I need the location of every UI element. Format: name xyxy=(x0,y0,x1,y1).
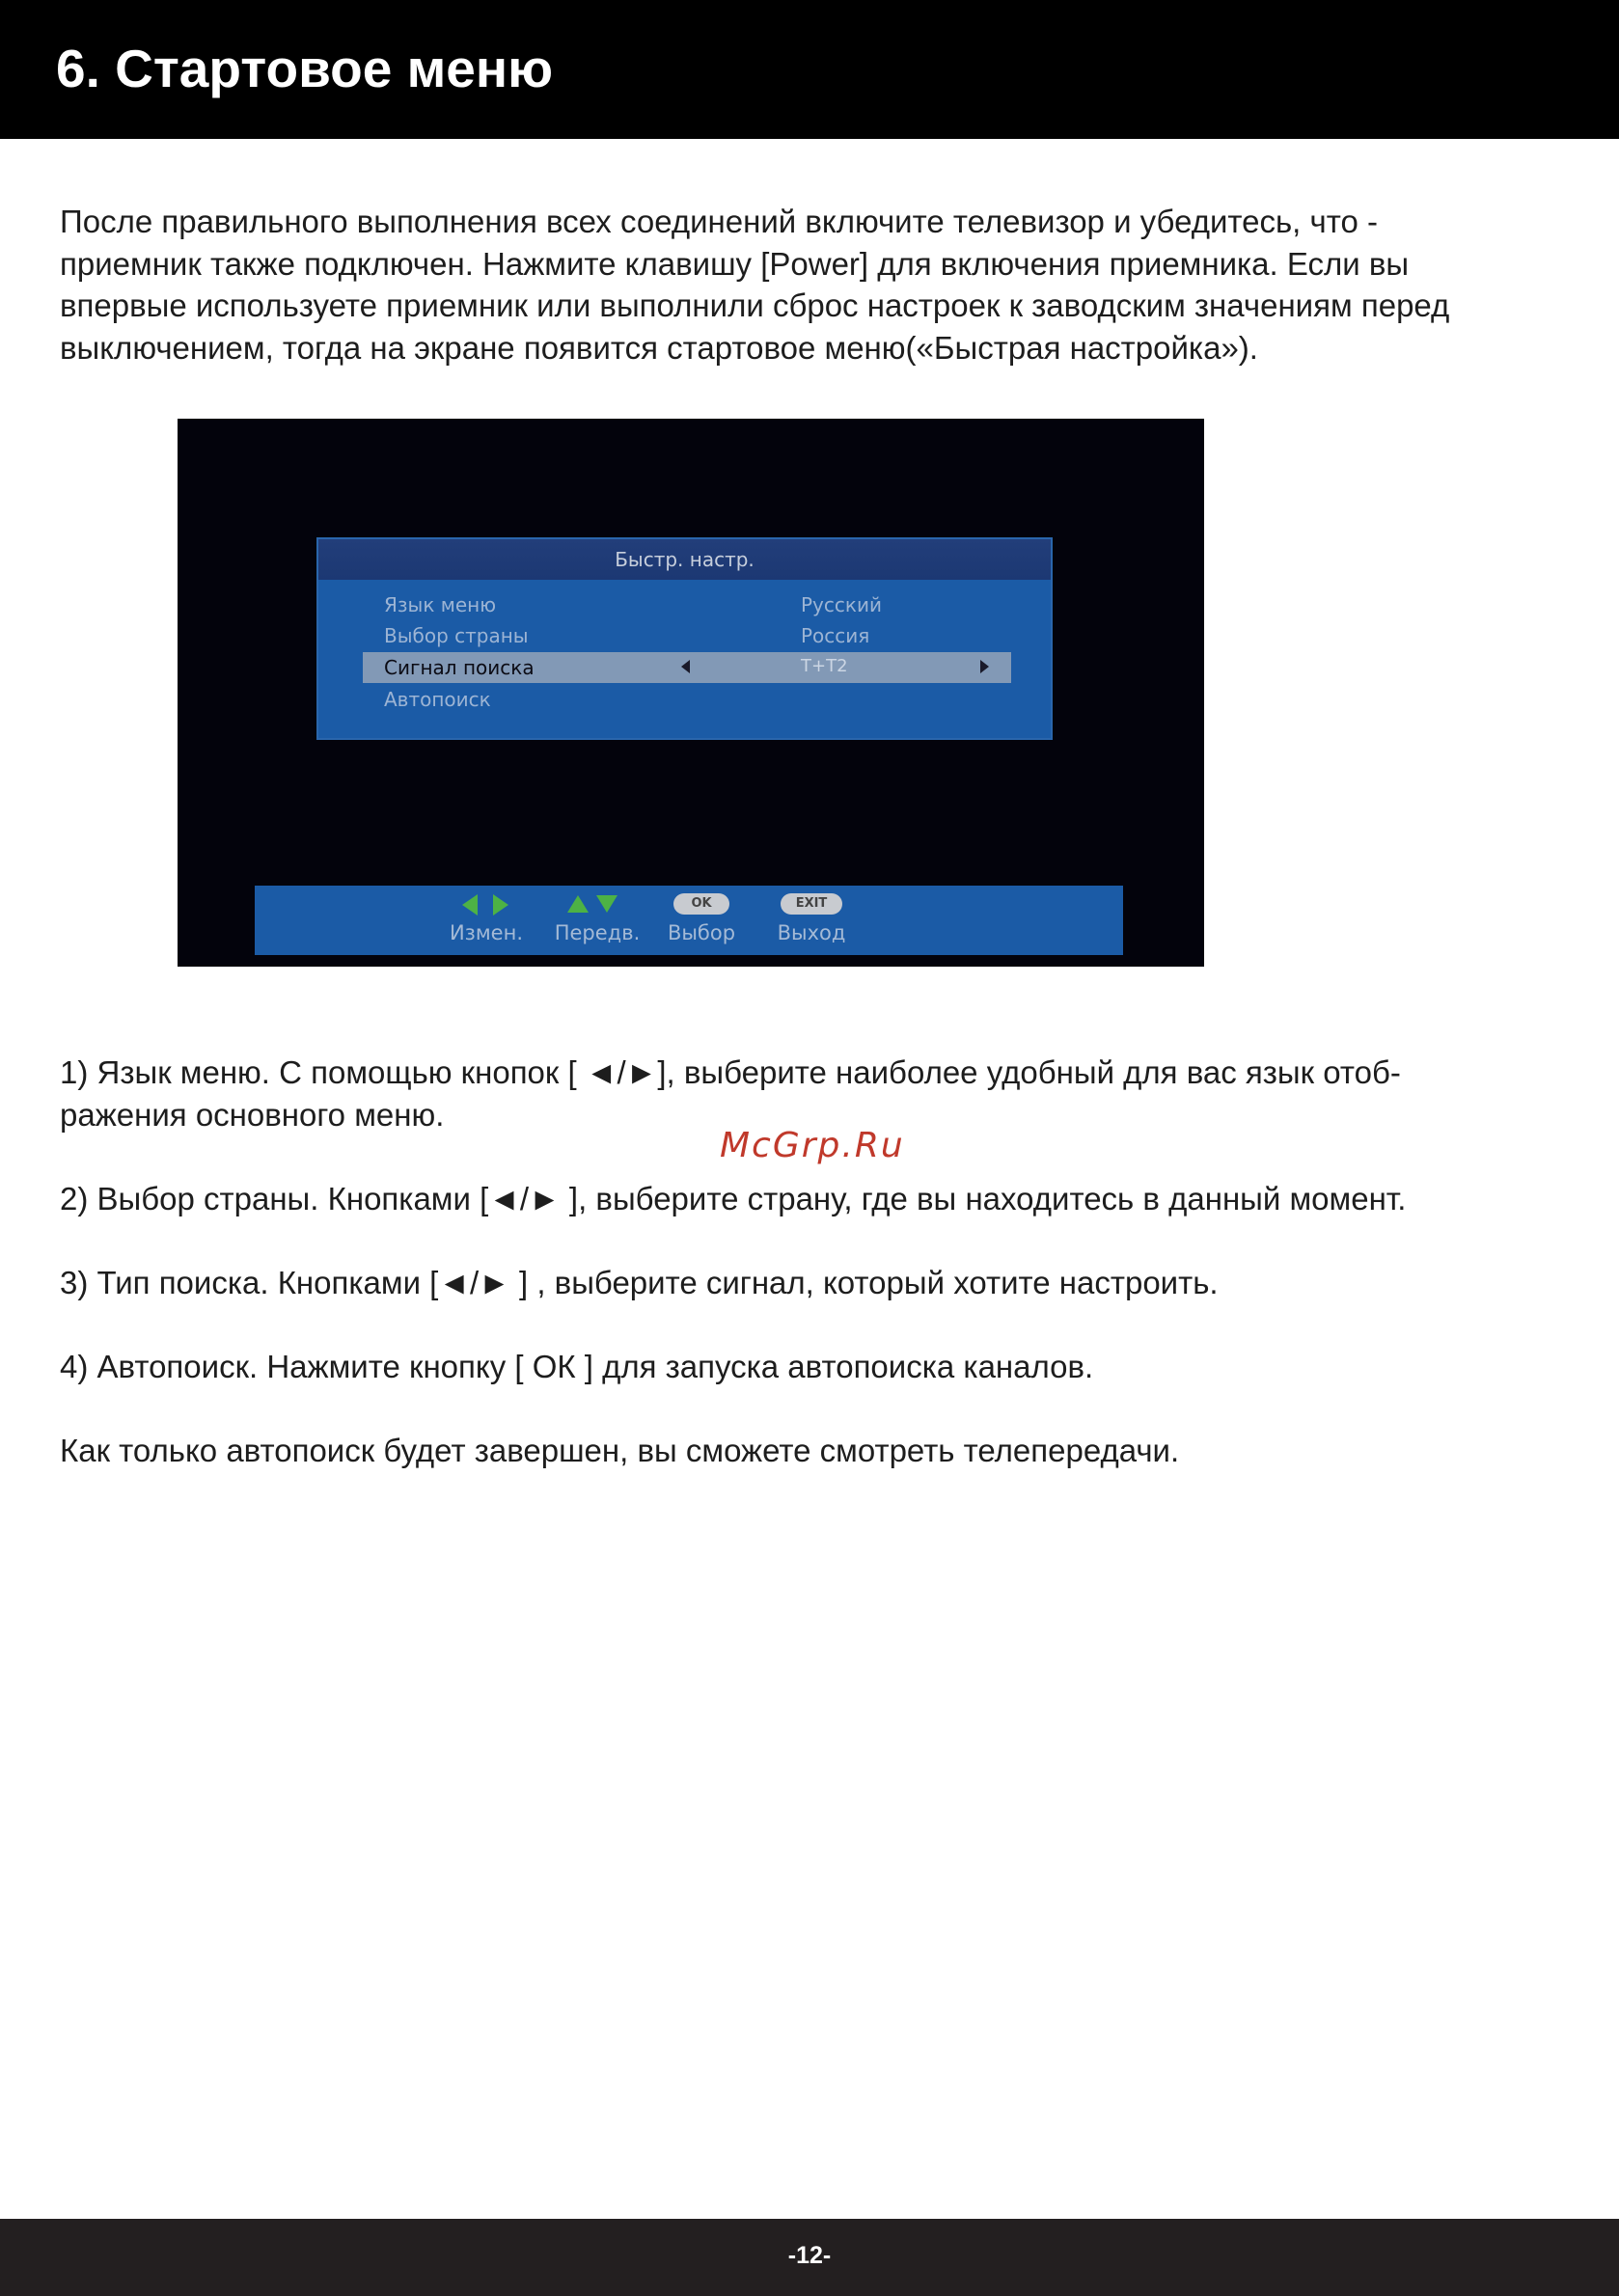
menu-row-autosearch[interactable] xyxy=(318,684,1051,715)
page-number: -12- xyxy=(787,2242,832,2269)
menu-row-label: Язык меню xyxy=(384,593,497,616)
menu-row-search-signal[interactable] xyxy=(363,652,1011,683)
menu-row-label: Выбор страны xyxy=(384,624,529,647)
menu-row-value: Россия xyxy=(801,624,870,647)
step-spacer xyxy=(60,1219,1594,1262)
up-down-arrows-icon xyxy=(544,891,650,918)
step-line: 2) Выбор страны. Кнопками [◄/► ], выберите страну, где вы находитесь в данный момент. xyxy=(60,1180,1407,1216)
watermark: McGrp.Ru xyxy=(720,1126,905,1165)
intro-line: После правильного выполнения всех соединений включите телевизор и убедитесь, что - xyxy=(60,204,1378,239)
intro-line: выключением, тогда на экране появится стартовое меню(«Быстрая настройка»). xyxy=(60,329,1258,366)
page-title: 6. Стартовое меню xyxy=(56,39,554,98)
ok-key: OK xyxy=(673,893,729,915)
menu-title: Быстр. настр. xyxy=(615,548,755,571)
intro-paragraph xyxy=(60,201,1584,369)
step-line: 1) Язык меню. С помощью кнопок [ ◄/►], выберите наиболее удобный для вас язык отоб- xyxy=(60,1054,1401,1090)
hint-exit xyxy=(758,891,864,949)
quick-setup-menu xyxy=(316,537,1053,740)
hint-select xyxy=(648,891,755,949)
intro-line: приемник также подключен. Нажмите клавишу [Power] для включения приемника. Если вы xyxy=(60,245,1410,282)
hint-move xyxy=(544,891,650,949)
hint-label: Выход xyxy=(777,921,846,944)
menu-titlebar xyxy=(318,539,1051,580)
exit-button-icon xyxy=(758,891,864,918)
menu-row-language[interactable] xyxy=(318,589,1051,620)
hint-bar xyxy=(255,886,1123,955)
intro-line: впервые используете приемник или выполнили сброс настроек к заводским значениям перед xyxy=(60,287,1450,323)
menu-row-country[interactable] xyxy=(318,620,1051,651)
hint-label: Передв. xyxy=(554,921,641,944)
step-line: 4) Автопоиск. Нажмите кнопку [ ОК ] для запуска автопоиска каналов. xyxy=(60,1348,1094,1384)
tv-screenshot xyxy=(178,419,1204,967)
exit-key: EXIT xyxy=(781,893,842,915)
step-line: Как только автопоиск будет завершен, вы сможете смотреть телепередачи. xyxy=(60,1432,1180,1468)
footer-bar xyxy=(0,2219,1619,2296)
step-line: ражения основного меню. xyxy=(60,1096,445,1133)
step-spacer xyxy=(60,1303,1594,1346)
left-right-arrows-icon xyxy=(433,891,539,918)
menu-row-label: Сигнал поиска xyxy=(384,656,535,679)
hint-label: Измен. xyxy=(449,921,524,944)
menu-row-value: T+T2 xyxy=(801,656,848,676)
menu-row-label: Автопоиск xyxy=(384,688,491,711)
menu-row-value: Русский xyxy=(801,593,882,616)
right-arrow-icon[interactable] xyxy=(980,660,989,673)
hint-label: Выбор xyxy=(667,921,736,944)
header-bar xyxy=(0,0,1619,139)
left-arrow-icon[interactable] xyxy=(681,660,690,673)
ok-button-icon xyxy=(648,891,755,918)
step-spacer xyxy=(60,1387,1594,1430)
step-line: 3) Тип поиска. Кнопками [◄/► ] , выберите сигнал, который хотите настроить. xyxy=(60,1264,1219,1300)
steps-list xyxy=(60,1052,1594,1471)
hint-change xyxy=(433,891,539,949)
